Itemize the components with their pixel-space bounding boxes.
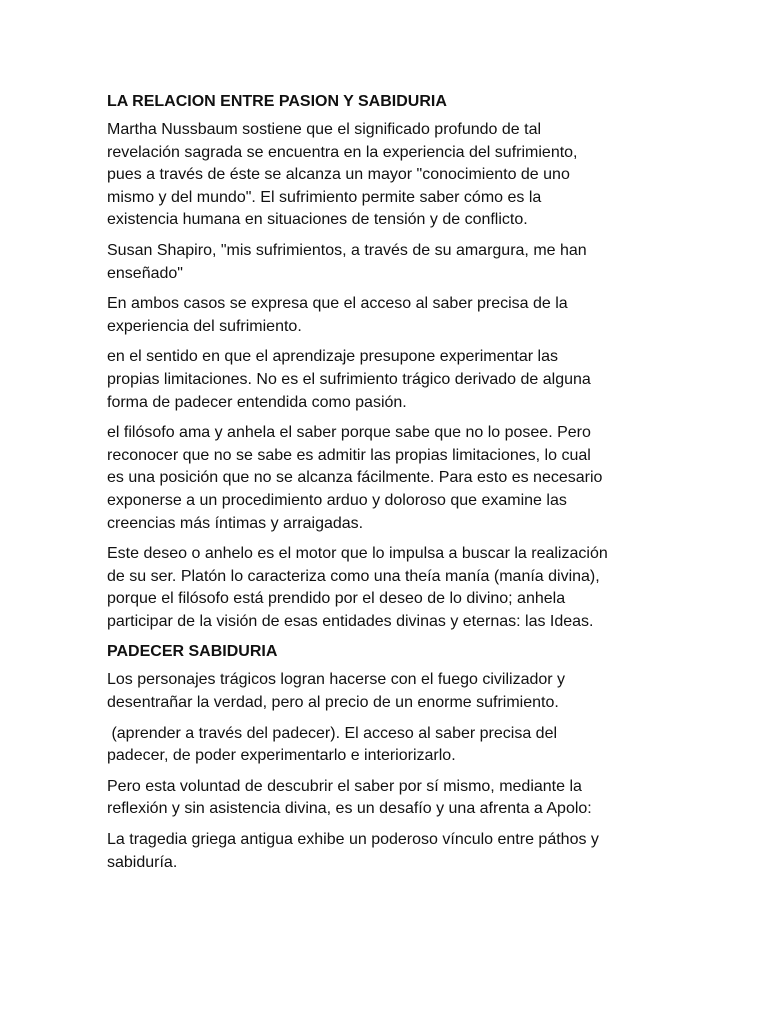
text-line: padecer, de poder experimentarlo e interiorizarlo. [107, 747, 456, 765]
text-line: En ambos casos se expresa que el acceso al saber precisa de la [107, 295, 568, 313]
text-line: sabiduría. [107, 853, 178, 871]
paragraph-nussbaum [107, 119, 667, 232]
text-line: desentrañar la verdad, pero al precio de un enorme sufrimiento. [107, 694, 559, 712]
text-line: forma de padecer entendida como pasión. [107, 393, 407, 411]
paragraph-personajes [107, 669, 667, 714]
text-line: (aprender a través del padecer). El acceso al saber precisa del [107, 724, 558, 742]
text-line: participar de la visión de esas entidades divinas y eternas: las Ideas. [107, 612, 594, 630]
text-line: el filósofo ama y anhela el saber porque sabe que no lo posee. Pero [107, 424, 591, 442]
document-page [107, 91, 667, 882]
paragraph-shapiro [107, 240, 667, 285]
text-line: Susan Shapiro, "mis sufrimientos, a través de su amargura, me han [107, 241, 587, 259]
text-line: porque el filósofo está prendido por el deseo de lo divino; anhela [107, 590, 566, 608]
text-line: es una posición que no se alcanza fácilmente. Para esto es necesario [107, 469, 603, 487]
text-line: reflexión y sin asistencia divina, es un desafío y una afrenta a Apolo: [107, 800, 592, 818]
text-line: pues a través de éste se alcanza un mayor "conocimiento de uno [107, 166, 570, 184]
text-line: La tragedia griega antigua exhibe un poderoso vínculo entre páthos y [107, 831, 599, 849]
paragraph-deseo [107, 543, 667, 633]
section-heading-relacion: LA RELACION ENTRE PASION Y SABIDURIA [107, 93, 447, 110]
text-line: en el sentido en que el aprendizaje presupone experimentar las [107, 348, 558, 366]
text-line: exponerse a un procedimiento arduo y doloroso que examine las [107, 491, 567, 509]
text-line: reconocer que no se sabe es admitir las propias limitaciones, lo cual [107, 446, 591, 464]
text-line: Martha Nussbaum sostiene que el significado profundo de tal [107, 121, 542, 138]
paragraph-aprender [107, 723, 667, 768]
text-line: Pero esta voluntad de descubrir el saber por sí mismo, mediante la [107, 777, 582, 795]
text-line: Los personajes trágicos logran hacerse con el fuego civilizador y [107, 671, 566, 689]
text-line: experiencia del sufrimiento. [107, 317, 302, 335]
text-line: de su ser. Platón lo caracteriza como una theía manía (manía divina), [107, 567, 600, 585]
text-line: mismo y del mundo". El sufrimiento permite saber cómo es la [107, 188, 542, 206]
text-line: Este deseo o anhelo es el motor que lo impulsa a buscar la realización [107, 545, 608, 563]
paragraph-aprendizaje [107, 346, 667, 414]
section-heading-padecer: PADECER SABIDURIA [107, 643, 278, 661]
paragraph-voluntad [107, 776, 667, 821]
text-line: existencia humana en situaciones de tensión y de conflicto. [107, 211, 528, 229]
paragraph-filosofo [107, 422, 667, 535]
text-line: revelación sagrada se encuentra en la experiencia del sufrimiento, [107, 143, 578, 161]
text-line: creencias más íntimas y arraigadas. [107, 514, 364, 532]
paragraph-ambos-casos [107, 293, 667, 338]
text-line: enseñado" [107, 264, 183, 282]
paragraph-tragedia [107, 829, 667, 874]
text-line: propias limitaciones. No es el sufrimiento trágico derivado de alguna [107, 370, 591, 388]
